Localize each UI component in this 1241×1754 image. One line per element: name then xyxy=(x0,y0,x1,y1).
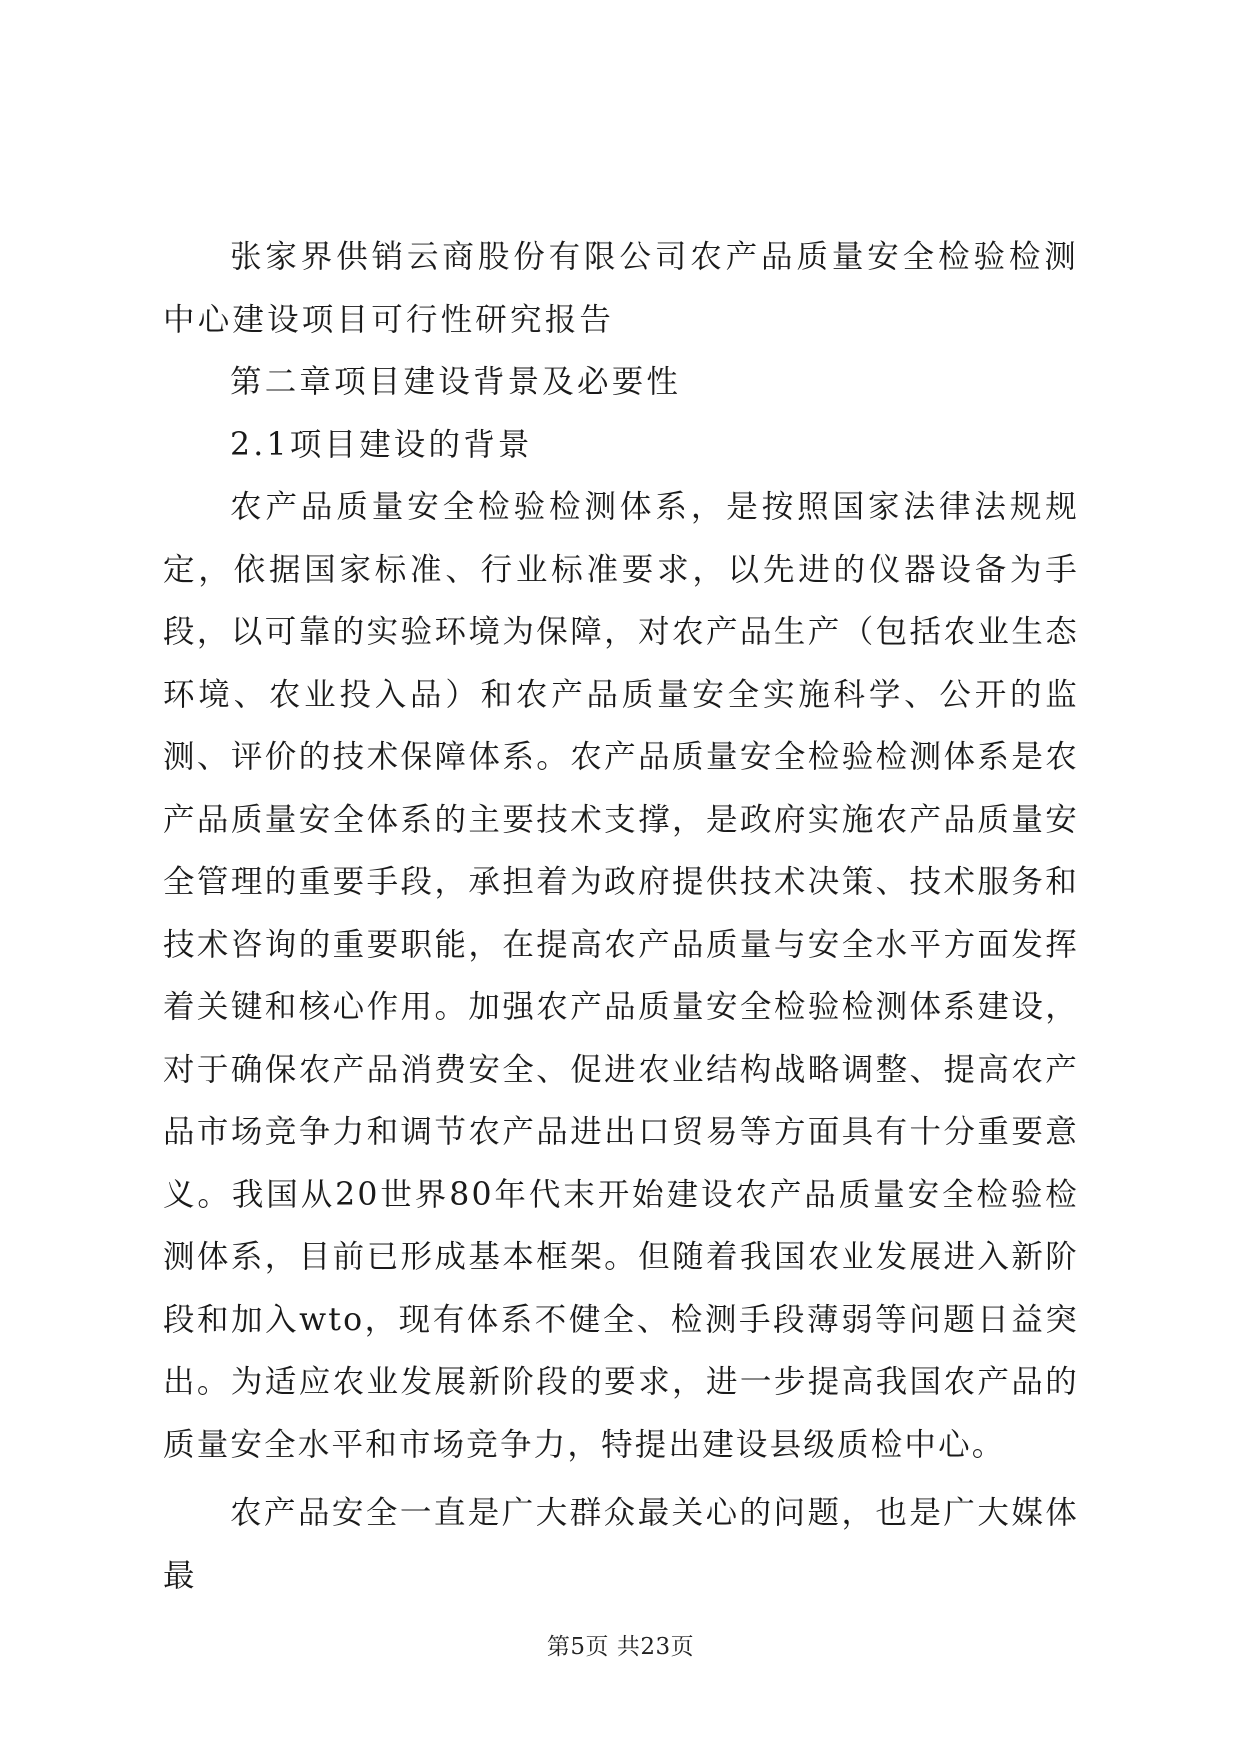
document-title: 张家界供销云商股份有限公司农产品质量安全检验检测中心建设项目可行性研究报告 xyxy=(163,239,1079,338)
document-body xyxy=(163,226,1079,1607)
body-paragraph: 农产品质量安全检验检测体系，是按照国家法律法规规定，依据国家标准、行业标准要求，以先进的仪器设备为手段，以可靠的实验环境为保障，对农产品生产（包括农业生态环境、农业投入品）和农产品质量安全实施科学、公开的监测、评价的技术保障体系。农产品质量安全检验检测体系是农产品质量安全体系的主要技术支撑，是政府实施农产品质量安全管理的重要手段，承担着为政府提供技术决策、技术服务和技术咨询的重要职能，在提高农产品质量与安全水平方面发挥着关键和核心作用。加强农产品质量安全检验检测体系建设，对于确保农产品消费安全、促进农业结构战略调整、提高农产品市场竞争力和调节农产品进出口贸易等方面具有十分重要意义。我国从20世界80年代末开始建设农产品质量安全检验检测体系，目前已形成基本框架。但随着我国农业发展进入新阶段和加入wto，现有体系不健全、检测手段薄弱等问题日益突出。为适应农业发展新阶段的要求，进一步提高我国农产品的质量安全水平和市场竞争力，特提出建设县级质检中心。 xyxy=(163,489,1079,1463)
chapter-heading: 第二章项目建设背景及必要性 xyxy=(230,364,682,400)
page-number-footer: 第5页 共23页 xyxy=(546,1634,695,1660)
section-heading: 2.1项目建设的背景 xyxy=(230,426,533,463)
body-paragraph: 农产品安全一直是广大群众最关心的问题，也是广大媒体最 xyxy=(163,1495,1079,1594)
